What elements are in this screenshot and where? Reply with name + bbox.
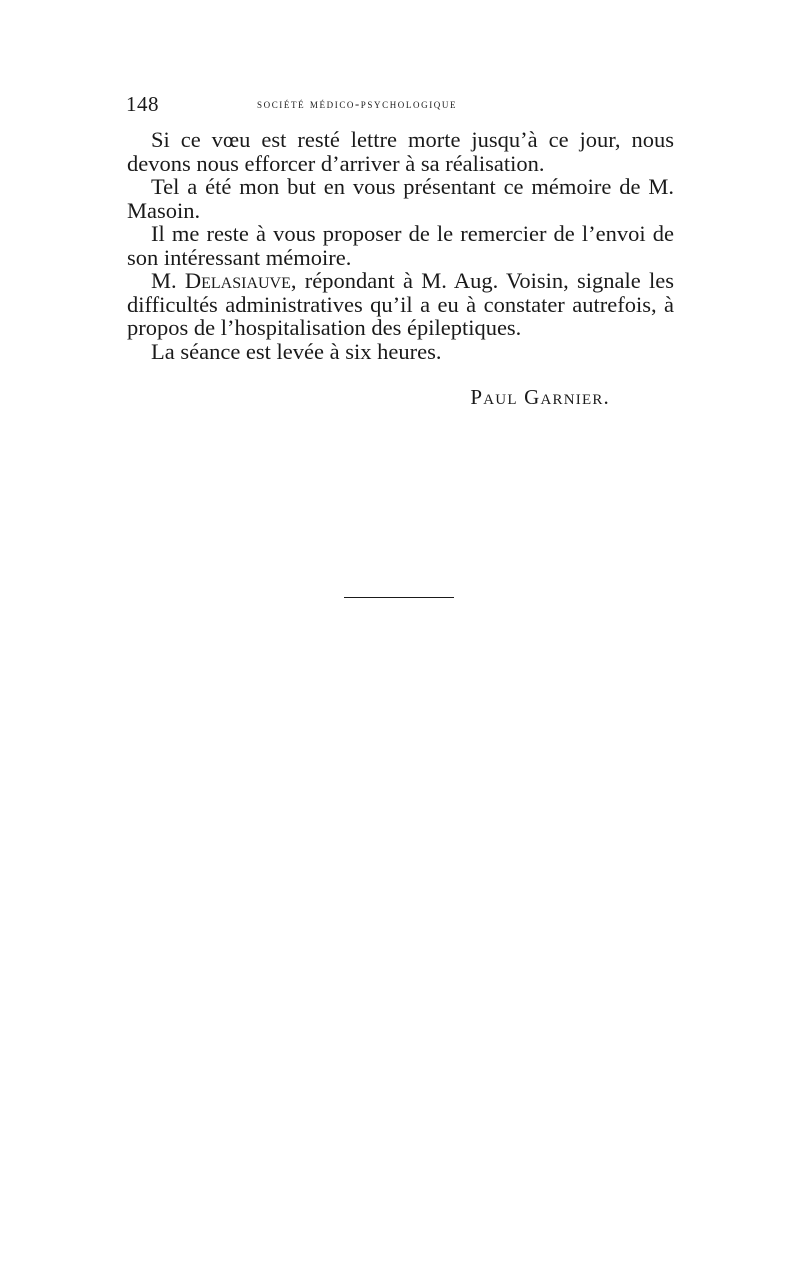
speaker-name: Delasiauve (184, 268, 291, 293)
signature: Paul Garnier. (470, 385, 610, 409)
paragraph-3: Il me reste à vous proposer de le remercier de l’envoi de son intéressant mémoire. (127, 221, 674, 270)
paragraph-1: Si ce vœu est resté lettre morte jusqu’à ce jour, nous devons nous efforcer d’arriver à sa réalisation. (127, 127, 674, 176)
page-number: 148 (126, 92, 159, 116)
paragraph-2: Tel a été mon but en vous présentant ce mémoire de M. Masoin. (127, 174, 674, 223)
end-rule-divider (344, 597, 454, 598)
paragraph-4-prefix: M. (151, 268, 185, 293)
paragraph-4-text: , répondant à M. Aug. Voisin, signale les difficultés administratives qu’il a eu à constater autrefois, à propos de l’hospitalisation des épileptiques. (127, 268, 674, 340)
running-head: société médico-psychologique (257, 97, 458, 111)
body-text (127, 128, 674, 363)
paragraph-4 (127, 269, 674, 340)
paragraph-5: La séance est levée à six heures. (151, 338, 442, 364)
